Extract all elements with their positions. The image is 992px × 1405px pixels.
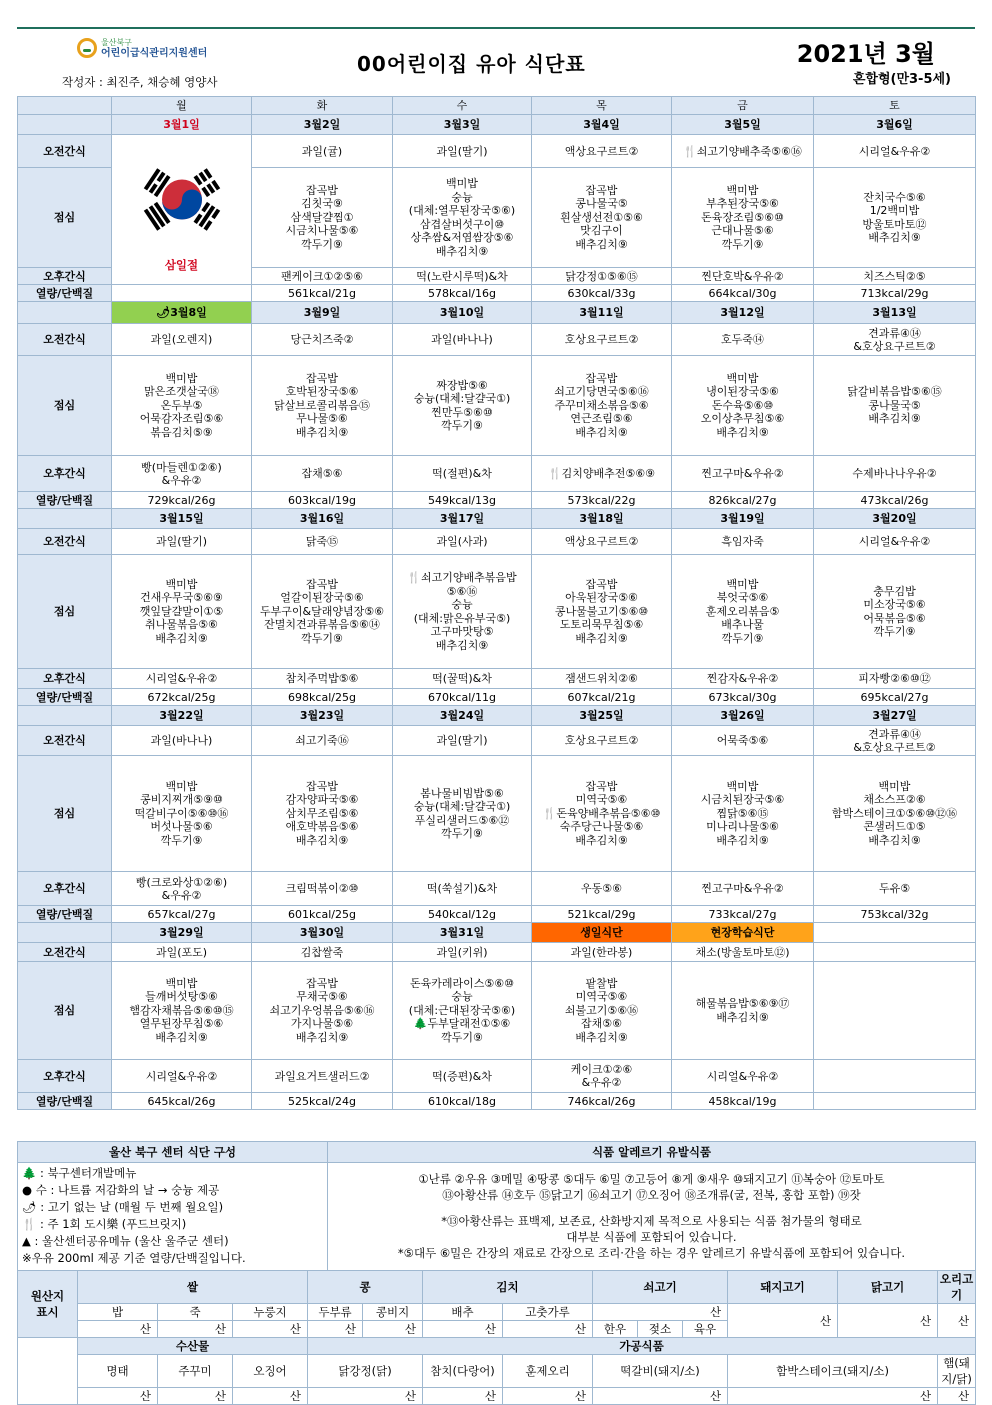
date-cell: 3월10일 — [393, 302, 532, 324]
author: 작성자 : 최진주, 채승혜 영양사 — [62, 75, 218, 89]
origin-item: 죽 — [158, 1304, 233, 1321]
kcal-cell: 645kcal/26g — [112, 1093, 252, 1110]
lunch-menu-cell: 백미밥 냉이된장국⑤⑥ 돈수육⑤⑥⑩ 오이상추무침⑤⑥ 배추김치⑨ — [672, 356, 814, 456]
date-cell: 3월12일 — [672, 302, 814, 324]
kcal-label: 열량/단백질 — [18, 689, 112, 706]
date-row — [18, 509, 976, 529]
date-cell: 3월23일 — [252, 706, 393, 726]
menu-row-am — [18, 135, 976, 168]
date-row-lead — [18, 509, 112, 529]
origin-item: 명태 — [78, 1355, 158, 1388]
snack-cell: 닭강정①⑤⑥⑮ — [532, 268, 672, 285]
origin-item: 닭강정(닭) — [308, 1355, 423, 1388]
snack-cell: 액상요구르트② — [532, 135, 672, 168]
top-rule — [17, 27, 975, 29]
lunch-label: 점심 — [18, 555, 112, 669]
snack-cell: 참치주먹밥⑤⑥ — [252, 669, 393, 689]
date-cell: 3월18일 — [532, 509, 672, 529]
month-title: 2021년 3월 — [796, 40, 935, 68]
kcal-cell: 521kcal/29g — [532, 906, 672, 923]
snack-cell: 과일요거트샐러드② — [252, 1060, 393, 1093]
menu-row-lunch — [18, 356, 976, 456]
menu-row-pm — [18, 1060, 976, 1093]
origin-item: 고춧가루 — [503, 1304, 593, 1321]
legend-item: 🍴 : 주 1회 도시樂 (푸드브릿지) — [22, 1217, 187, 1231]
kcal-cell: 733kcal/27g — [672, 906, 814, 923]
snack-cell: 과일(딸기) — [112, 529, 252, 555]
day-header: 토 — [814, 97, 976, 115]
kcal-label: 열량/단백질 — [18, 285, 112, 302]
snack-cell: 과일(키위) — [393, 943, 532, 962]
legend-left-title: 울산 북구 센터 식단 구성 — [18, 1142, 328, 1163]
snack-cell — [814, 1060, 976, 1093]
snack-cell: 떡(꿀떡)&차 — [393, 669, 532, 689]
menu-row-am — [18, 726, 976, 756]
kcal-cell — [112, 285, 252, 302]
snack-cell: 🍴쇠고기양배추죽⑤⑥⑯ — [672, 135, 814, 168]
am-snack-label: 오전간식 — [18, 726, 112, 756]
snack-cell: 과일(오렌지) — [112, 324, 252, 356]
menu-row-lunch — [18, 962, 976, 1060]
origin-item: 젖소 — [638, 1321, 683, 1338]
am-snack-label: 오전간식 — [18, 529, 112, 555]
date-cell: 3월6일 — [814, 115, 976, 135]
snack-cell: 빵(크로와상①②⑥) &우유② — [112, 872, 252, 906]
origin-group: 쌀 — [78, 1271, 308, 1304]
snack-cell: 떡(노란시루떡)&차 — [393, 268, 532, 285]
origin-spacer — [18, 1338, 78, 1405]
origin-value: 산 — [158, 1321, 233, 1338]
lunch-menu-cell: 잡곡밥 호박된장국⑤⑥ 닭살브로콜리볶음⑮ 무나물⑤⑥ 배추김치⑨ — [252, 356, 393, 456]
date-cell: 3월1일 — [112, 115, 252, 135]
date-row-lead — [18, 115, 112, 135]
lunch-label: 점심 — [18, 962, 112, 1060]
legend-note: ※우유 200ml 제공 기준 열량/단백질입니다. — [22, 1251, 246, 1265]
snack-cell: 치즈스틱②⑤ — [814, 268, 976, 285]
snack-cell: 김찹쌀죽 — [252, 943, 393, 962]
date-cell: 3월9일 — [252, 302, 393, 324]
menu-row-kcal — [18, 492, 976, 509]
pm-snack-label: 오후간식 — [18, 1060, 112, 1093]
lunch-label: 점심 — [18, 168, 112, 268]
snack-cell: 팬케이크①②⑤⑥ — [252, 268, 393, 285]
date-cell: 3월29일 — [112, 923, 252, 943]
day-header: 목 — [532, 97, 672, 115]
origin-item: 밥 — [78, 1304, 158, 1321]
snack-cell: 두유⑤ — [814, 872, 976, 906]
snack-cell: 액상요구르트② — [532, 529, 672, 555]
kcal-cell: 601kcal/25g — [252, 906, 393, 923]
lunch-menu-cell: 짜장밥⑤⑥ 숭늉(대체:달걀국①) 찐만두⑤⑥⑩ 깍두기⑨ — [393, 356, 532, 456]
origin-item: 육우 — [683, 1321, 728, 1338]
allergen-note: 대부분 식품에 포함되어 있습니다. — [566, 1230, 737, 1244]
date-cell: 🌶3월8일 — [112, 302, 252, 324]
lunch-menu-cell: 충무김밥 미소장국⑤⑥ 어묵볶음⑤⑥ 깍두기⑨ — [814, 555, 976, 669]
date-cell: 3월13일 — [814, 302, 976, 324]
date-cell: 3월22일 — [112, 706, 252, 726]
date-cell: 3월20일 — [814, 509, 976, 529]
kcal-cell: 673kcal/30g — [672, 689, 814, 706]
lunch-menu-cell: 봄나물비빔밥⑤⑥ 숭늉(대체:달걀국①) 푸실리샐러드⑤⑥⑫ 깍두기⑨ — [393, 756, 532, 872]
menu-row-kcal — [18, 1093, 976, 1110]
snack-cell — [814, 943, 976, 962]
kcal-cell: 746kcal/26g — [532, 1093, 672, 1110]
lunch-menu-cell: 돈육카레라이스⑤⑥⑩ 숭늉 (대체:근대된장국⑤⑥) 🌲두부달래전①⑤⑥ 깍두기⑨ — [393, 962, 532, 1060]
origin-group: 쇠고기 — [593, 1271, 728, 1304]
date-row — [18, 302, 976, 324]
date-row-lead — [18, 302, 112, 324]
origin-value: 산 — [423, 1388, 503, 1405]
date-cell — [814, 923, 976, 943]
weekday-header-row — [18, 97, 976, 115]
snack-cell: 시리얼&우유② — [672, 1060, 814, 1093]
am-snack-label: 오전간식 — [18, 943, 112, 962]
menu-table — [17, 96, 976, 1110]
origin-value: 산 — [728, 1388, 938, 1405]
lunch-menu-cell: 백미밥 콩비지찌개⑤⑨⑩ 떡갈비구이⑤⑥⑩⑯ 버섯나물⑤⑥ 깍두기⑨ — [112, 756, 252, 872]
date-row — [18, 923, 976, 943]
snack-cell: 떡(증편)&차 — [393, 1060, 532, 1093]
snack-cell: 수제바나나우유② — [814, 456, 976, 492]
snack-cell: 찐단호박&우유② — [672, 268, 814, 285]
snack-cell: 잼샌드위치②⑥ — [532, 669, 672, 689]
snack-cell: 어묵죽⑤⑥ — [672, 726, 814, 756]
origin-item: 한우 — [593, 1321, 638, 1338]
date-cell: 생일식단 — [532, 923, 672, 943]
date-cell: 3월30일 — [252, 923, 393, 943]
origin-value: 산 — [233, 1321, 308, 1338]
date-cell: 3월16일 — [252, 509, 393, 529]
lunch-menu-cell: 잡곡밥 콩나물국⑤ 흰살생선전①⑤⑥ 맛김구이 배추김치⑨ — [532, 168, 672, 268]
date-row-lead — [18, 706, 112, 726]
origin-item: 훈제오리 — [503, 1355, 593, 1388]
origin-item: 배추 — [423, 1304, 503, 1321]
menu-row-pm — [18, 669, 976, 689]
menu-row-kcal — [18, 285, 976, 302]
date-cell: 3월17일 — [393, 509, 532, 529]
origin-value: 산 — [158, 1388, 233, 1405]
origin-value: 산 — [503, 1321, 593, 1338]
origin-table — [17, 1270, 976, 1405]
date-cell: 3월31일 — [393, 923, 532, 943]
kcal-cell: 670kcal/11g — [393, 689, 532, 706]
snack-cell: 피자빵②⑥⑩⑫ — [814, 669, 976, 689]
snack-cell: 크림떡볶이②⑩ — [252, 872, 393, 906]
allergen-note: *⑤대두 ⑥밀은 간장의 재료로 간장으로 조리·간을 하는 경우 알레르기 유발식품에 포함되어 있습니다. — [397, 1246, 906, 1260]
lunch-menu-cell: 잡곡밥 얼갈이된장국⑤⑥ 두부구이&달래양념장⑤⑥ 잔멸치견과류볶음⑤⑥⑭ 깍두기⑨ — [252, 555, 393, 669]
kcal-cell: 607kcal/21g — [532, 689, 672, 706]
kcal-cell: 603kcal/19g — [252, 492, 393, 509]
snack-cell: 빵(마들렌①②⑥) &우유② — [112, 456, 252, 492]
kcal-cell: 458kcal/19g — [672, 1093, 814, 1110]
snack-cell: 잡채⑤⑥ — [252, 456, 393, 492]
org-name: 어린이급식관리지원센터 — [101, 48, 208, 59]
date-cell: 3월24일 — [393, 706, 532, 726]
origin-item: 두부류 — [308, 1304, 363, 1321]
date-cell: 3월11일 — [532, 302, 672, 324]
snack-cell: 떡(쑥설기)&차 — [393, 872, 532, 906]
page-header — [17, 30, 975, 92]
lunch-menu-cell: 잡곡밥 아욱된장국⑤⑥ 콩나물불고기⑤⑥⑩ 도토리묵무침⑤⑥ 배추김치⑨ — [532, 555, 672, 669]
origin-item: 주꾸미 — [158, 1355, 233, 1388]
center-logo — [77, 37, 207, 59]
snack-cell: 떡(절편)&차 — [393, 456, 532, 492]
legend-item: ● 수 : 나트륨 저감화의 날 → 숭늉 제공 — [22, 1183, 220, 1197]
lunch-menu-cell: 잡곡밥 김칫국⑨ 삼색달걀찜① 시금치나물⑤⑥ 깍두기⑨ — [252, 168, 393, 268]
snack-cell: 과일(딸기) — [393, 726, 532, 756]
menu-row-pm — [18, 872, 976, 906]
lunch-menu-cell: 백미밥 맑은조갯살국⑱ 온두부⑤ 어묵감자조림⑤⑥ 볶음김치⑤⑨ — [112, 356, 252, 456]
menu-row-kcal — [18, 906, 976, 923]
snack-cell: 우동⑤⑥ — [532, 872, 672, 906]
korean-flag-icon — [122, 147, 242, 252]
lunch-menu-cell — [814, 962, 976, 1060]
origin-item: 함박스테이크(돼지/소) — [728, 1355, 938, 1388]
allergen-list: ①난류 ②우유 ③메밀 ④땅콩 ⑤대두 ⑥밀 ⑦고등어 ⑧게 ⑨새우 ⑩돼지고기 ⑪복숭아 ⑫토마토 — [418, 1172, 885, 1186]
menu-row-kcal — [18, 689, 976, 706]
snack-cell: 과일(바나나) — [393, 324, 532, 356]
pm-snack-label: 오후간식 — [18, 268, 112, 285]
holiday-label: 삼일절 — [164, 258, 199, 272]
lunch-menu-cell: 닭갈비볶음밥⑤⑥⑮ 콩나물국⑤ 배추김치⑨ — [814, 356, 976, 456]
snack-cell: 호두죽⑭ — [672, 324, 814, 356]
origin-group: 수산물 — [78, 1338, 308, 1355]
date-row-lead — [18, 923, 112, 943]
lunch-menu-cell: 백미밥 건새우무국⑤⑥⑨ 깻잎달걀말이①⑤ 취나물볶음⑤⑥ 배추김치⑨ — [112, 555, 252, 669]
kcal-cell: 695kcal/27g — [814, 689, 976, 706]
date-cell: 3월26일 — [672, 706, 814, 726]
snack-cell: 시리얼&우유② — [814, 529, 976, 555]
snack-cell: 채소(방울토마토⑫) — [672, 943, 814, 962]
corner-cell — [18, 97, 112, 115]
origin-label — [18, 1271, 78, 1338]
origin-group: 김치 — [423, 1271, 593, 1304]
origin-group: 닭고기 — [838, 1271, 938, 1304]
kcal-cell: 753kcal/32g — [814, 906, 976, 923]
date-cell: 3월3일 — [393, 115, 532, 135]
menu-row-lunch — [18, 756, 976, 872]
date-cell: 3월5일 — [672, 115, 814, 135]
snack-cell: 시리얼&우유② — [112, 669, 252, 689]
kcal-cell: 561kcal/21g — [252, 285, 393, 302]
snack-cell: 닭죽⑮ — [252, 529, 393, 555]
lunch-menu-cell: 잡곡밥 무채국⑤⑥ 쇠고기우엉볶음⑤⑥⑯ 가지나물⑤⑥ 배추김치⑨ — [252, 962, 393, 1060]
snack-cell: 과일(사과) — [393, 529, 532, 555]
origin-value: 산 — [593, 1304, 728, 1321]
lunch-label: 점심 — [18, 756, 112, 872]
origin-value: 산 — [233, 1388, 308, 1405]
day-header: 금 — [672, 97, 814, 115]
legend-item: ▲ : 울산센터공유메뉴 (울산 울주군 센터) — [22, 1234, 229, 1248]
snack-cell: 과일(포도) — [112, 943, 252, 962]
kcal-cell: 610kcal/18g — [393, 1093, 532, 1110]
origin-value: 산 — [838, 1304, 938, 1338]
snack-cell: 과일(딸기) — [393, 135, 532, 168]
origin-group: 오리고기 — [938, 1271, 976, 1304]
snack-cell: 찐고구마&우유② — [672, 456, 814, 492]
kcal-cell: 729kcal/26g — [112, 492, 252, 509]
legend-item: 🌲 : 북구센터개발메뉴 — [22, 1166, 137, 1180]
snack-cell: 쇠고기죽⑯ — [252, 726, 393, 756]
kcal-cell: 630kcal/33g — [532, 285, 672, 302]
lunch-menu-cell: 백미밥 채소스프②⑥ 함박스테이크①⑤⑥⑩⑫⑯ 콘샐러드①⑤ 배추김치⑨ — [814, 756, 976, 872]
lunch-menu-cell: 잔치국수⑤⑥ 1/2백미밥 방울토마토⑫ 배추김치⑨ — [814, 168, 976, 268]
date-cell: 현장학습식단 — [672, 923, 814, 943]
origin-value: 산 — [938, 1304, 976, 1338]
date-cell: 3월27일 — [814, 706, 976, 726]
org-small: 울산북구 — [101, 38, 132, 47]
date-cell: 3월19일 — [672, 509, 814, 529]
day-header: 화 — [252, 97, 393, 115]
origin-group: 콩 — [308, 1271, 423, 1304]
date-cell: 3월4일 — [532, 115, 672, 135]
origin-value: 산 — [308, 1388, 423, 1405]
origin-item: 오징어 — [233, 1355, 308, 1388]
origin-item: 참치(다랑어) — [423, 1355, 503, 1388]
date-row — [18, 706, 976, 726]
menu-type: 혼합형(만3-5세) — [852, 72, 951, 87]
origin-item: 햄(돼지/닭) — [938, 1355, 976, 1388]
date-cell: 3월15일 — [112, 509, 252, 529]
origin-label-line: 표시 — [36, 1305, 59, 1319]
kcal-cell: 473kcal/26g — [814, 492, 976, 509]
lunch-menu-cell: 🍴쇠고기양배추볶음밥⑤⑥⑯ 숭늉 (대체:맑은유부국⑤) 고구마맛탕⑤ 배추김치⑨ — [393, 555, 532, 669]
kcal-label: 열량/단백질 — [18, 906, 112, 923]
menu-row-pm — [18, 456, 976, 492]
legend-symbols — [18, 1163, 328, 1272]
snack-cell: 과일(귤) — [252, 135, 393, 168]
snack-cell: 케이크①②⑥ &우유② — [532, 1060, 672, 1093]
origin-label-line: 원산지 — [30, 1289, 65, 1303]
lunch-menu-cell: 백미밥 시금치된장국⑤⑥ 찜닭⑤⑥⑮ 미나리나물⑤⑥ 배추김치⑨ — [672, 756, 814, 872]
origin-value: 산 — [423, 1321, 503, 1338]
pm-snack-label: 오후간식 — [18, 669, 112, 689]
date-row — [18, 115, 976, 135]
allergen-list: ⑬아황산류 ⑭호두 ⑮닭고기 ⑯쇠고기 ⑰오징어 ⑱조개류(굴, 전복, 홍합 포함) ⑲잣 — [442, 1188, 861, 1202]
snack-cell: 🍴김치양배추전⑤⑥⑨ — [532, 456, 672, 492]
lunch-menu-cell: 백미밥 북엇국⑤⑥ 훈제오리볶음⑤ 배추나물 깍두기⑨ — [672, 555, 814, 669]
origin-value: 산 — [593, 1388, 728, 1405]
origin-group: 돼지고기 — [728, 1271, 838, 1304]
lunch-label: 점심 — [18, 356, 112, 456]
snack-cell: 흑임자죽 — [672, 529, 814, 555]
lunch-menu-cell: 백미밥 숭늉 (대체:열무된장국⑤⑥) 삼겹살버섯구이⑩ 상추쌈&저염쌈장⑤⑥ 배추김치⑨ — [393, 168, 532, 268]
pm-snack-label: 오후간식 — [18, 456, 112, 492]
menu-row-lunch — [18, 555, 976, 669]
date-cell: 3월25일 — [532, 706, 672, 726]
am-snack-label: 오전간식 — [18, 135, 112, 168]
kcal-cell: 698kcal/25g — [252, 689, 393, 706]
snack-cell: 견과류④⑭ &호상요구르트② — [814, 324, 976, 356]
holiday-cell — [112, 135, 252, 285]
lunch-menu-cell: 잡곡밥 쇠고기당면국⑤⑥⑯ 주꾸미채소볶음⑤⑥ 연근조림⑤⑥ 배추김치⑨ — [532, 356, 672, 456]
origin-value: 산 — [78, 1388, 158, 1405]
kcal-cell — [814, 1093, 976, 1110]
legend-section — [17, 1141, 975, 1269]
kcal-cell: 573kcal/22g — [532, 492, 672, 509]
legend-right-title: 식품 알레르기 유발식품 — [328, 1142, 976, 1163]
allergen-info — [328, 1163, 976, 1272]
origin-item: 떡갈비(돼지/소) — [593, 1355, 728, 1388]
snack-cell: 찐고구마&우유② — [672, 872, 814, 906]
origin-value: 산 — [503, 1388, 593, 1405]
origin-item: 콩비지 — [363, 1304, 423, 1321]
snack-cell: 시리얼&우유② — [112, 1060, 252, 1093]
lunch-menu-cell: 백미밥 들깨버섯탕⑤⑥ 햄감자채볶음⑤⑥⑩⑮ 열무된장무침⑤⑥ 배추김치⑨ — [112, 962, 252, 1060]
origin-value: 산 — [78, 1321, 158, 1338]
lunch-menu-cell: 잡곡밥 미역국⑤⑥ 🍴돈육양배추볶음⑤⑥⑩ 숙주당근나물⑤⑥ 배추김치⑨ — [532, 756, 672, 872]
kcal-cell: 657kcal/27g — [112, 906, 252, 923]
smile-logo-icon — [77, 38, 97, 58]
date-cell: 3월2일 — [252, 115, 393, 135]
pm-snack-label: 오후간식 — [18, 872, 112, 906]
origin-item: 누룽지 — [233, 1304, 308, 1321]
menu-row-am — [18, 529, 976, 555]
origin-value: 산 — [728, 1304, 838, 1338]
day-header: 월 — [112, 97, 252, 115]
snack-cell: 당근치즈죽② — [252, 324, 393, 356]
kcal-cell: 713kcal/29g — [814, 285, 976, 302]
snack-cell: 과일(바나나) — [112, 726, 252, 756]
menu-row-am — [18, 324, 976, 356]
snack-cell: 견과류④⑭ &호상요구르트② — [814, 726, 976, 756]
lunch-menu-cell: 해물볶음밥⑤⑥⑨⑰ 배추김치⑨ — [672, 962, 814, 1060]
kcal-cell: 540kcal/12g — [393, 906, 532, 923]
snack-cell: 호상요구르트② — [532, 324, 672, 356]
origin-value: 산 — [938, 1388, 976, 1405]
snack-cell: 찐감자&우유② — [672, 669, 814, 689]
am-snack-label: 오전간식 — [18, 324, 112, 356]
page-title: 00어린이집 유아 식단표 — [357, 52, 586, 76]
snack-cell: 과일(한라봉) — [532, 943, 672, 962]
allergen-note: *⑬아황산류는 표백제, 보존료, 산화방지제 목적으로 사용되는 식품 첨가물의 형태로 — [441, 1214, 862, 1228]
kcal-cell: 578kcal/16g — [393, 285, 532, 302]
origin-group: 가공식품 — [308, 1338, 976, 1355]
lunch-menu-cell: 팥찰밥 미역국⑤⑥ 쇠불고기⑤⑥⑯ 잡채⑤⑥ 배추김치⑨ — [532, 962, 672, 1060]
kcal-cell: 672kcal/25g — [112, 689, 252, 706]
lunch-menu-cell: 백미밥 부추된장국⑤⑥ 돈육장조림⑤⑥⑩ 근대나물⑤⑥ 깍두기⑨ — [672, 168, 814, 268]
origin-value: 산 — [308, 1321, 363, 1338]
lunch-menu-cell: 잡곡밥 감자양파국⑤⑥ 삼치무조림⑤⑥ 애호박볶음⑤⑥ 배추김치⑨ — [252, 756, 393, 872]
snack-cell: 시리얼&우유② — [814, 135, 976, 168]
menu-row-am — [18, 943, 976, 962]
snack-cell: 호상요구르트② — [532, 726, 672, 756]
kcal-cell: 826kcal/27g — [672, 492, 814, 509]
legend-item: 🌶 : 고기 없는 날 (매월 두 번째 월요일) — [22, 1200, 224, 1214]
origin-value: 산 — [363, 1321, 423, 1338]
kcal-cell: 549kcal/13g — [393, 492, 532, 509]
kcal-cell: 525kcal/24g — [252, 1093, 393, 1110]
kcal-cell: 664kcal/30g — [672, 285, 814, 302]
kcal-label: 열량/단백질 — [18, 1093, 112, 1110]
kcal-label: 열량/단백질 — [18, 492, 112, 509]
day-header: 수 — [393, 97, 532, 115]
